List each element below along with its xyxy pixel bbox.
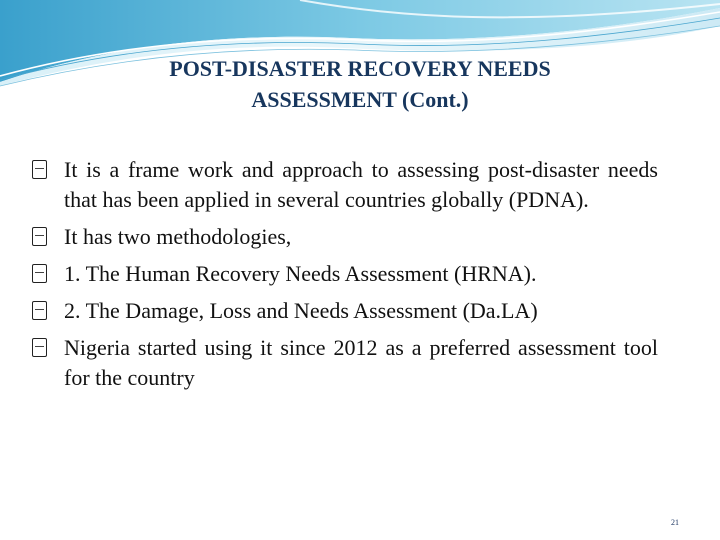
slide-title-line-2: ASSESSMENT (Cont.) <box>251 87 469 112</box>
missing-glyph-icon <box>32 301 47 320</box>
slide-title-line-1: POST-DISASTER RECOVERY NEEDS <box>169 56 551 81</box>
missing-glyph-icon <box>32 264 47 283</box>
page-number: 21 <box>671 518 679 527</box>
bullet-item <box>32 333 658 393</box>
bullet-list <box>32 155 658 400</box>
missing-glyph-icon <box>32 160 47 179</box>
bullet-text: It is a frame work and approach to assessing post-disaster needs that has been applied in several countries globally (PDNA). <box>64 157 658 212</box>
missing-glyph-icon <box>32 338 47 357</box>
bullet-text: It has two methodologies, <box>64 224 292 249</box>
slide-title <box>60 53 660 115</box>
bullet-item <box>32 259 658 289</box>
bullet-text: 1. The Human Recovery Needs Assessment (HRNA). <box>64 261 537 286</box>
missing-glyph-icon <box>32 227 47 246</box>
bullet-item <box>32 222 658 252</box>
bullet-item <box>32 296 658 326</box>
bullet-item <box>32 155 658 215</box>
bullet-text: 2. The Damage, Loss and Needs Assessment (Da.LA) <box>64 298 538 323</box>
bullet-text: Nigeria started using it since 2012 as a preferred assessment tool for the country <box>64 335 658 390</box>
